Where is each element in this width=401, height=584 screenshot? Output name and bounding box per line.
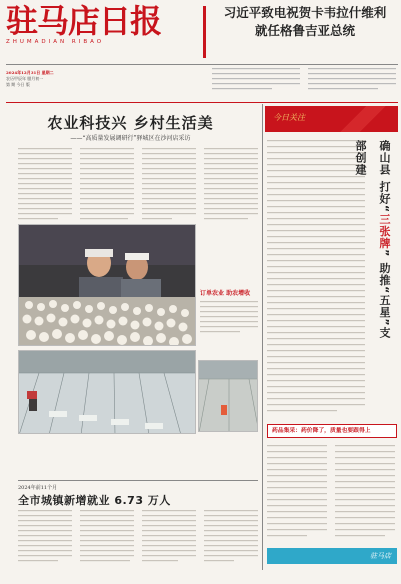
feature-subtitle: ——“高质量发展调研行”驿城区在沙河店采访 <box>70 135 191 142</box>
field-photo-image <box>199 361 258 432</box>
feature-title[interactable]: 农业科技兴 乡村生活美 <box>47 114 214 132</box>
masthead-pinyin: ZHUMADIAN RIBAO <box>6 39 105 45</box>
right-bottom-banner <box>267 548 397 564</box>
right-bottom-banner-text: 驻马店 <box>370 552 391 560</box>
side-block-text <box>200 298 260 338</box>
right-vertical-line-1: 确山县 <box>378 140 391 176</box>
masthead-title: 驻马店日报 <box>6 2 162 40</box>
top-news-block <box>212 66 398 99</box>
bottom-story-text <box>18 508 258 568</box>
right-vertical-headline[interactable] <box>354 140 396 350</box>
masthead-info <box>6 70 206 100</box>
right-vertical-line-3: 助推“五星”支部创建 <box>354 140 391 339</box>
bottom-story-rule <box>18 480 258 481</box>
issue-date: 2024年12月31日 星期二 <box>6 70 54 75</box>
right-vertical-line-2-post: ” <box>378 249 391 258</box>
banner-wave-decoration <box>328 106 398 132</box>
field-photo[interactable] <box>198 360 258 432</box>
side-block <box>200 290 260 342</box>
right-lower-title[interactable]: 药品集采：药价降了，质量也要跟得上 <box>267 424 397 438</box>
right-banner <box>265 106 398 132</box>
feature-photo[interactable] <box>18 224 196 346</box>
right-banner-text: 今日关注 <box>273 113 305 122</box>
bottom-story-title[interactable]: 全市城镇新增就业 6.73 万人 <box>18 494 171 507</box>
greenhouse-photo[interactable] <box>18 350 196 434</box>
greenhouse-photo-image <box>19 351 196 434</box>
issue-number: 第 期 今日 版 <box>6 82 30 87</box>
column-divider <box>262 104 263 570</box>
feature-photo-image <box>19 225 196 346</box>
top-news-text-lines <box>212 66 398 96</box>
masthead-rule <box>6 64 398 65</box>
right-vertical-line-2-highlight: 三张牌 <box>378 213 391 250</box>
feature-body-text <box>18 146 258 222</box>
side-block-title[interactable]: 订单农业 助农增收 <box>200 290 251 297</box>
right-vertical-line-2-pre: 打好“ <box>378 180 391 214</box>
section-rule <box>6 102 398 103</box>
right-column-text <box>267 136 367 420</box>
top-headline[interactable]: 习近平致电祝贺卡韦拉什维利 就任格鲁吉亚总统 <box>223 5 387 38</box>
masthead <box>6 4 196 64</box>
headline-divider <box>203 6 206 58</box>
right-lower-text <box>267 442 397 544</box>
lunar-date: 农历甲辰年 腊月初一 <box>6 76 44 81</box>
bottom-story-kicker: 2024年前11个月 <box>18 485 58 491</box>
